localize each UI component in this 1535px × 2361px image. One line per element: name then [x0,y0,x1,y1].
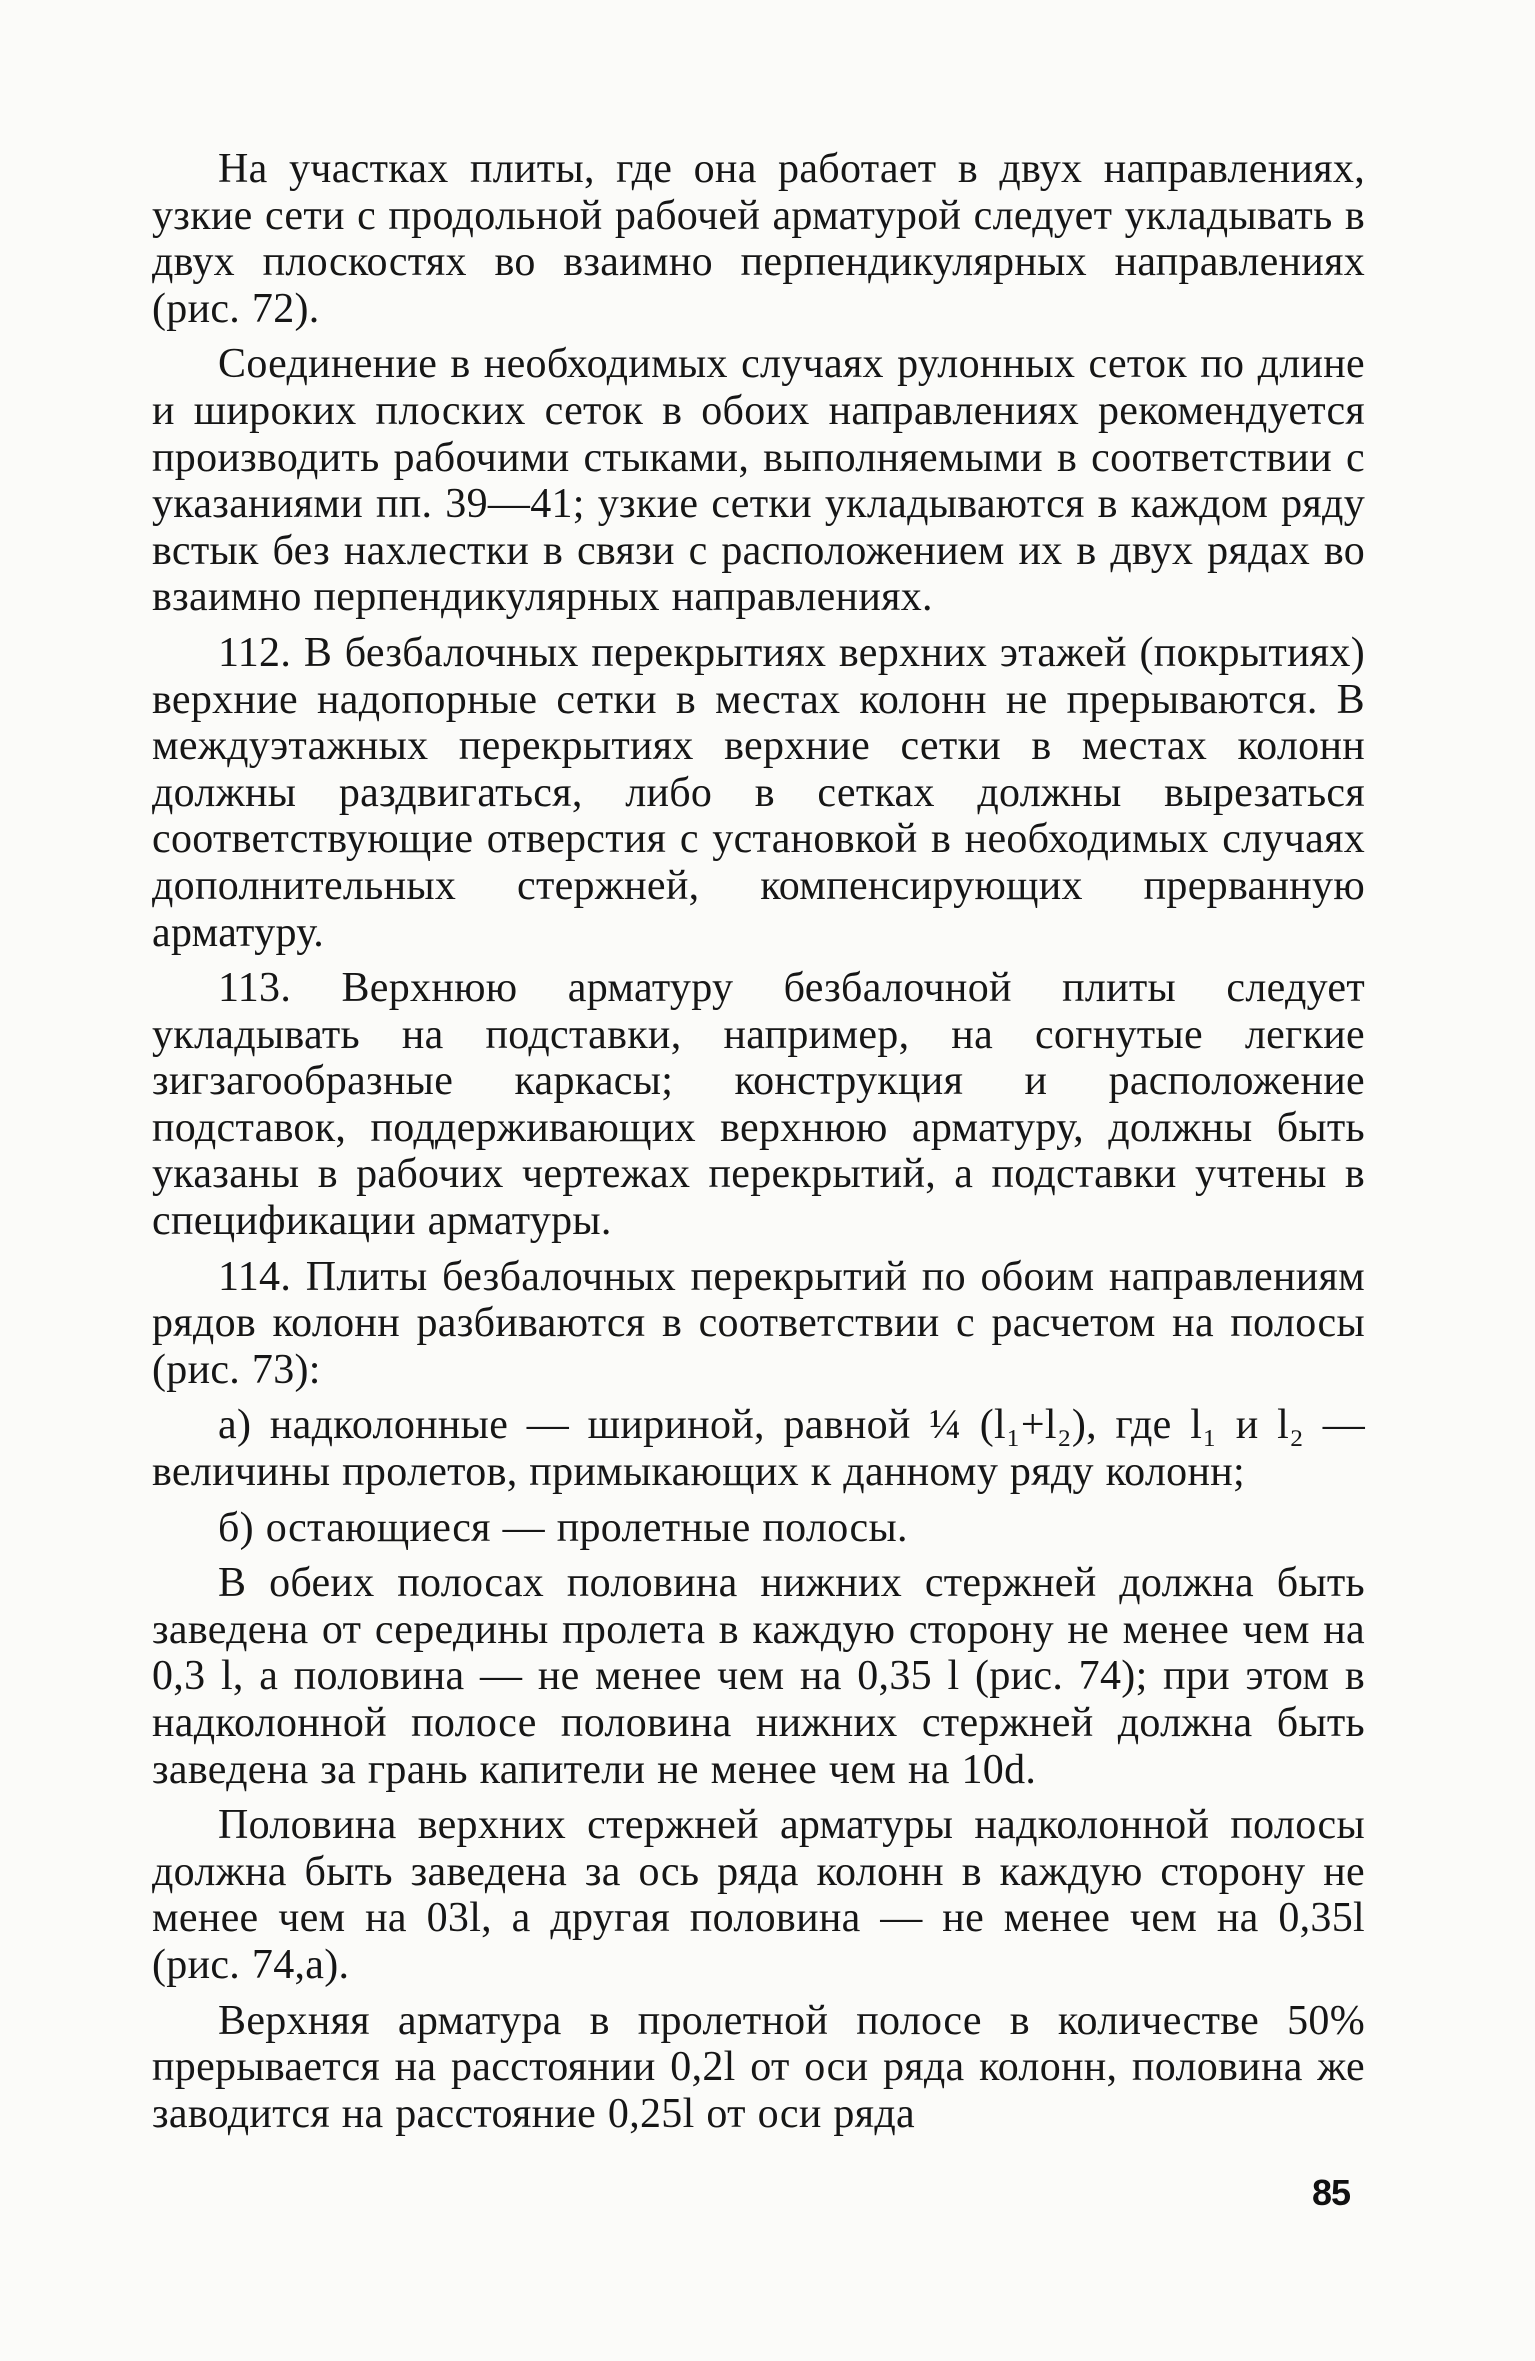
list-item-a: а) надколонные — шириной, равной ¼ (l₁+l₂), где l₁ и l₂ — величины пролетов, примыкающих к данному ряду колонн; [152,1402,1365,1496]
paragraph-plate-directions: На участках плиты, где она работает в двух направлениях, узкие сети с продольной рабочей арматурой следует укладывать в двух плоскостях во взаимно перпендикулярных направлениях (рис. 72). [152,146,1365,332]
paragraph-114: 114. Плиты безбалочных перекрытий по обоим направлениям рядов колонн разбиваются в соответствии с расчетом на полосы (рис. 73): [152,1253,1365,1393]
paragraph-112: 112. В безбалочных перекрытиях верхних этажей (покрытиях) верхние надопорные сетки в местах колонн не прерываются. В междуэтажных перекрытиях верхние сетки в местах колонн должны раздвигаться, либо в сетках должны вырезаться соответствующие отверстия с установкой в необходимых случаях дополнительных стержней, компенсирующих прерванную арматуру. [152,629,1365,956]
page-number: 85 [1312,2172,1351,2213]
paragraph-bottom-bars: В обеих полосах половина нижних стержней должна быть заведена от середины пролета в каждую сторону не менее чем на 0,3 l, а половина — не менее чем на 0,35 l (рис. 74); при этом в надколонной полосе половина нижних стержней должна быть заведена за грань капители не менее чем на 10d. [152,1560,1365,1793]
list-item-b: б) остающиеся — пролетные полосы. [218,1504,908,1551]
page-body [152,146,1365,2137]
paragraph-113: 113. Верхнюю арматуру безбалочной плиты следует укладывать на подставки, например, на согнутые легкие зигзагообразные каркасы; конструкция и расположение подставок, поддерживающих верхнюю арматуру, должны быть указаны в рабочих чертежах перекрытий, а подставки учтены в спецификации арматуры. [152,965,1365,1245]
paragraph-top-bars: Половина верхних стержней арматуры надколонной полосы должна быть заведена за ось ряда колонн в каждую сторону не менее чем на 03l, а другая половина — не менее чем на 0,35l (рис. 74,а). [152,1802,1365,1988]
paragraph-span-strip: Верхняя арматура в пролетной полосе в количестве 50% прерывается на расстоянии 0,2l от оси ряда колонн, половина же заводится на расстояние 0,25l от оси ряда [152,1997,1365,2137]
paragraph-mesh-joints: Соединение в необходимых случаях рулонных сеток по длине и широких плоских сеток в обоих направлениях рекомендуется производить рабочими стыками, выполняемыми в соответствии с указаниями пп. 39—41; узкие сетки укладываются в каждом ряду встык без нахлестки в связи с расположением их в двух рядах во взаимно перпендикулярных направлениях. [152,341,1365,621]
